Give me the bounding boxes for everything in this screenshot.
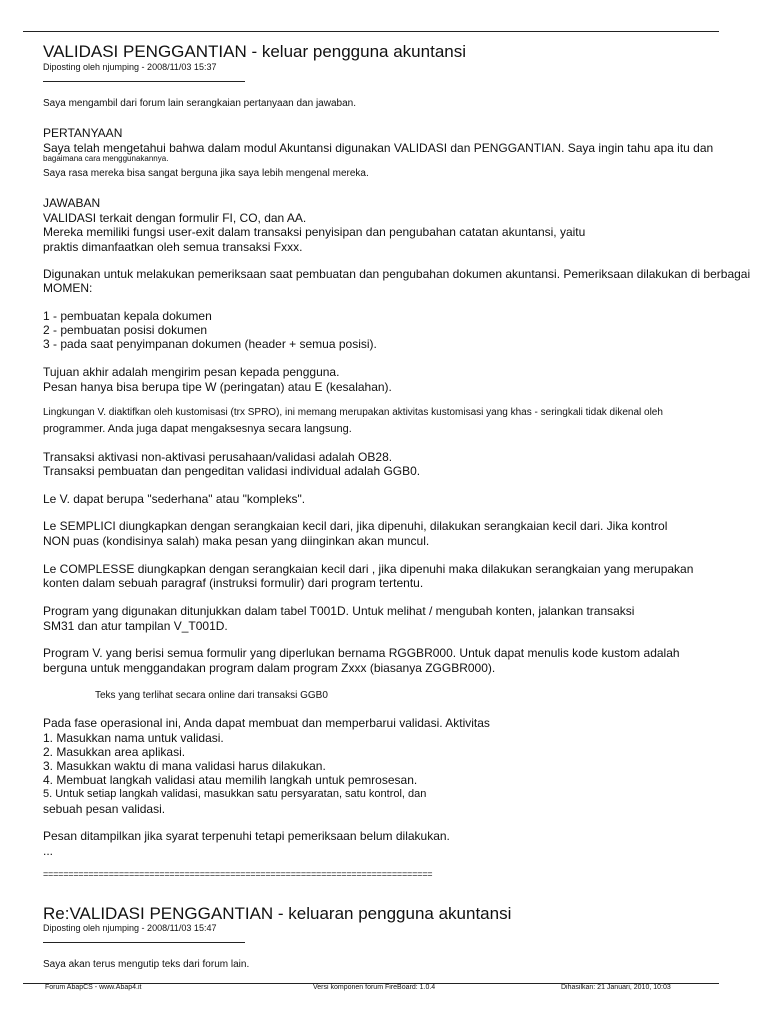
footer-right: Dihasilkan: 21 Januari, 2010, 10:03 <box>561 984 671 991</box>
body-text: programmer. Anda juga dapat mengaksesnya secara langsung. <box>43 423 352 435</box>
body-text: berguna untuk menggandakan program dalam program Zxxx (biasanya ZGGBR000). <box>43 661 496 675</box>
list-item: 4. Membuat langkah validasi atau memilih langkah untuk pemrosesan. <box>43 773 418 787</box>
body-text: Program yang digunakan ditunjukkan dalam tabel T001D. Untuk melihat / mengubah konten, jalankan transaksi <box>43 604 635 618</box>
body-text: Le V. dapat berupa "sederhana" atau "kompleks". <box>43 492 306 506</box>
reply-meta: Diposting oleh njumping - 2008/11/03 15:47 <box>43 923 217 933</box>
intro-text: Saya mengambil dari forum lain serangkaian pertanyaan dan jawaban. <box>43 98 356 109</box>
body-text: Digunakan untuk melakukan pemeriksaan saat pembuatan dan pengubahan dokumen akuntansi. Pemeriksaan dilakukan di berbagai <box>43 267 751 281</box>
body-text: Pesan hanya bisa berupa tipe W (peringatan) atau E (kesalahan). <box>43 380 392 394</box>
ellipsis-text: ... <box>43 844 54 858</box>
list-item: 3. Masukkan waktu di mana validasi harus dilakukan. <box>43 759 326 773</box>
body-text: Program V. yang berisi semua formulir yang diperlukan bernama RGGBR000. Untuk dapat menulis kode kustom adalah <box>43 646 680 660</box>
top-rule <box>23 31 719 32</box>
footer-center: Versi komponen forum FireBoard: 1.0.4 <box>313 984 436 991</box>
reply-body: Saya akan terus mengutip teks dari forum lain. <box>43 959 250 970</box>
separator-line: ============================================================================= <box>43 869 433 879</box>
title-underline <box>43 81 245 82</box>
list-item: sebuah pesan validasi. <box>43 802 166 816</box>
body-text: Tujuan akhir adalah mengirim pesan kepada pengguna. <box>43 365 340 379</box>
body-text: Lingkungan V. diaktifkan oleh kustomisasi (trx SPRO), ini memang merupakan aktivitas kustomisasi yang khas - seringkali tidak dikenal oleh <box>43 407 663 418</box>
answer-text: praktis dimanfaatkan oleh semua transaksi Fxxx. <box>43 240 303 254</box>
body-text: Le SEMPLICI diungkapkan dengan serangkaian kecil dari, jika dipenuhi, dilakukan serangkaian kecil dari. Jika kontrol <box>43 519 668 533</box>
list-item: 1 - pembuatan kepala dokumen <box>43 309 212 323</box>
list-item: 1. Masukkan nama untuk validasi. <box>43 731 224 745</box>
body-text: Le COMPLESSE diungkapkan dengan serangkaian kecil dari , jika dipenuhi maka dilakukan serangkaian yang merupakan <box>43 562 694 576</box>
body-text: NON puas (kondisinya salah) maka pesan yang diinginkan akan muncul. <box>43 534 430 548</box>
answer-heading: JAWABAN <box>43 196 101 210</box>
post-meta: Diposting oleh njumping - 2008/11/03 15:37 <box>43 62 217 72</box>
reply-title: Re:VALIDASI PENGGANTIAN - keluaran pengguna akuntansi <box>43 904 512 923</box>
body-text: Pada fase operasional ini, Anda dapat membuat dan memperbarui validasi. Aktivitas <box>43 716 490 730</box>
figure-caption: Teks yang terlihat secara online dari transaksi GGB0 <box>95 690 328 701</box>
question-text: Saya rasa mereka bisa sangat berguna jika saya lebih mengenal mereka. <box>43 168 369 179</box>
body-text: SM31 dan atur tampilan V_T001D. <box>43 619 228 633</box>
reply-underline <box>43 942 245 943</box>
question-text: Saya telah mengetahui bahwa dalam modul Akuntansi digunakan VALIDASI dan PENGGANTIAN. Saya ingin tahu apa itu dan <box>43 141 714 155</box>
post-title: VALIDASI PENGGANTIAN - keluar pengguna akuntansi <box>43 42 466 61</box>
list-item: 2 - pembuatan posisi dokumen <box>43 323 208 337</box>
list-item: 3 - pada saat penyimpanan dokumen (header + semua posisi). <box>43 337 377 351</box>
list-item: 5. Untuk setiap langkah validasi, masukkan satu persyaratan, satu kontrol, dan <box>43 788 427 800</box>
question-text: bagaimana cara menggunakannya. <box>43 154 169 163</box>
question-heading: PERTANYAAN <box>43 126 123 140</box>
body-text: Transaksi pembuatan dan pengeditan validasi individual adalah GGB0. <box>43 464 421 478</box>
answer-text: Mereka memiliki fungsi user-exit dalam transaksi penyisipan dan pengubahan catatan akuntansi, yaitu <box>43 225 586 239</box>
body-text: MOMEN: <box>43 281 93 295</box>
body-text: Transaksi aktivasi non-aktivasi perusahaan/validasi adalah OB28. <box>43 450 393 464</box>
body-text: konten dalam sebuah paragraf (instruksi formulir) dari program tertentu. <box>43 576 424 590</box>
body-text: Pesan ditampilkan jika syarat terpenuhi tetapi pemeriksaan belum dilakukan. <box>43 829 450 843</box>
list-item: 2. Masukkan area aplikasi. <box>43 745 186 759</box>
footer-left: Forum AbapCS - www.Abap4.it <box>45 984 142 991</box>
answer-text: VALIDASI terkait dengan formulir FI, CO, dan AA. <box>43 211 307 225</box>
